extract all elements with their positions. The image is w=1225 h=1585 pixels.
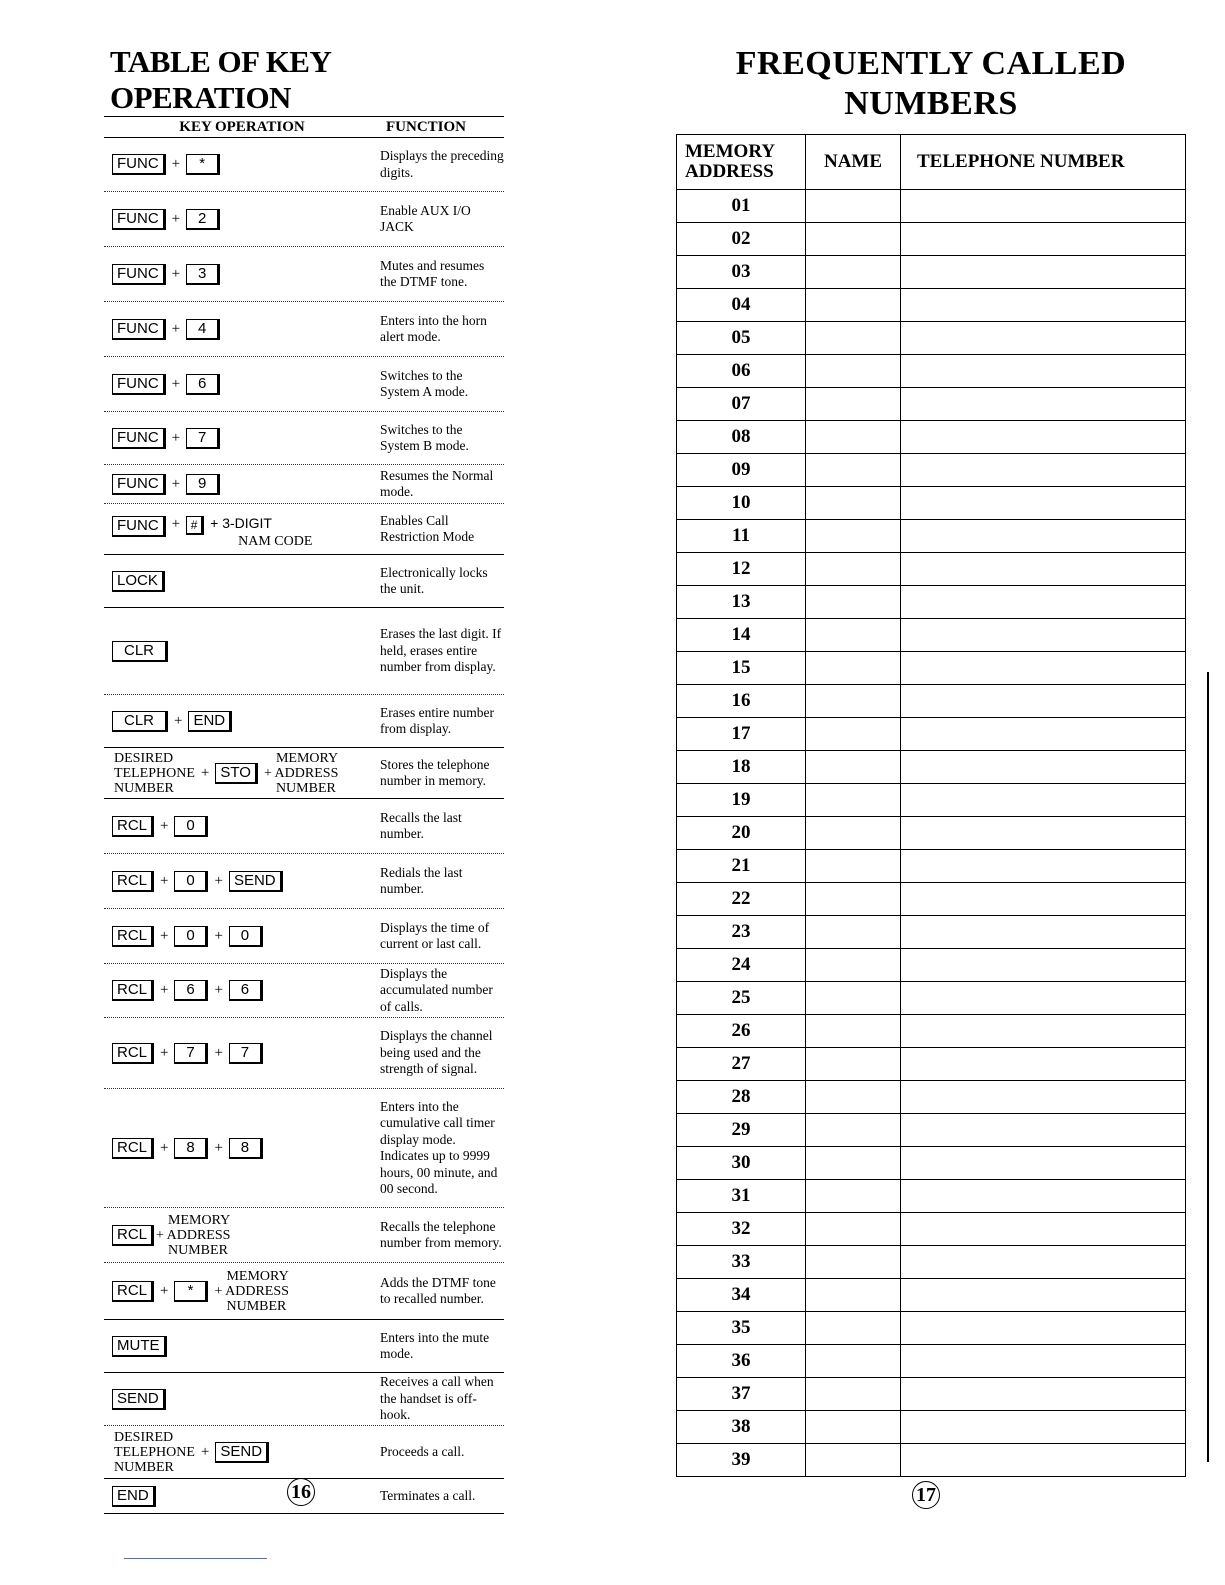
name-cell[interactable] [806, 1015, 901, 1048]
name-cell[interactable] [806, 1081, 901, 1114]
table-row: RCL + 0 Recalls the last number. [104, 799, 504, 854]
name-cell[interactable] [806, 916, 901, 949]
number-label: NUMBER [168, 1242, 228, 1258]
table-row [677, 322, 1186, 355]
function-text: Electronically locks the unit. [380, 564, 488, 596]
rcl-key: RCL [112, 1043, 154, 1064]
table-row: DESIRED TELEPHONE NUMBER + SEND Proceeds a call. [104, 1426, 504, 1479]
func-key: FUNC [112, 474, 166, 495]
memory-address-cell: 37 [677, 1378, 806, 1411]
function-text: Mutes and resumes the DTMF tone. [380, 257, 485, 289]
key-3: 3 [186, 264, 220, 285]
name-cell[interactable] [806, 1411, 901, 1444]
name-cell[interactable] [806, 586, 901, 619]
table-row [677, 1048, 1186, 1081]
lock-key: LOCK [112, 571, 165, 592]
telephone-number-cell[interactable] [901, 619, 1186, 652]
end-key: END [112, 1486, 156, 1507]
col-memory-address: MEMORY ADDRESS [677, 135, 806, 190]
table-row [677, 1444, 1186, 1477]
table-row [104, 608, 504, 695]
telephone-number-cell[interactable] [901, 784, 1186, 817]
memory-address-cell: 02 [677, 223, 806, 256]
table-row [104, 1320, 504, 1373]
table-row: RCL + 8 + 8 Enters into the cumulative call timer display mode. Indicates up to 9999 hours, 00 minute, and 00 second. [104, 1089, 504, 1208]
table-row [677, 949, 1186, 982]
telephone-number-cell[interactable] [901, 1378, 1186, 1411]
key-6: 6 [186, 374, 220, 395]
header-key-operation: KEY OPERATION [179, 119, 305, 135]
table-row: FUNC + 9 Resumes the Normal mode. [104, 465, 504, 504]
key-0: 0 [174, 816, 208, 837]
function-text: Enables Call Restriction Mode [380, 512, 475, 544]
table-row: RCL + * MEMORY + ADDRESS NUMBER Adds the DTMF tone to recalled number. [104, 1263, 504, 1320]
name-cell[interactable] [806, 1312, 901, 1345]
telephone-number-cell[interactable] [901, 916, 1186, 949]
func-key: FUNC [112, 319, 166, 340]
name-cell[interactable] [806, 520, 901, 553]
key-7: 7 [186, 428, 220, 449]
name-cell[interactable] [806, 553, 901, 586]
table-row [677, 388, 1186, 421]
table-row [104, 555, 504, 608]
table-row: FUNC + 6 Switches to the System A mode. [104, 357, 504, 412]
function-text: Erases the last digit. If held, erases entire number from display. [380, 626, 502, 675]
function-text: Displays the accumulated number of calls. [380, 965, 493, 1014]
table-row: CLR + END Erases entire number from display. [104, 695, 504, 748]
table-row [677, 1411, 1186, 1444]
memory-address-cell: 10 [677, 487, 806, 520]
telephone-label: TELEPHONE [114, 765, 195, 781]
name-cell[interactable] [806, 1345, 901, 1378]
memory-address-cell: 34 [677, 1279, 806, 1312]
rcl-key: RCL [112, 1138, 154, 1159]
table-row [677, 586, 1186, 619]
table-row: FUNC + 2 Enable AUX I/O JACK [104, 192, 504, 247]
address-label: + ADDRESS [156, 1227, 231, 1243]
key-7: 7 [174, 1043, 208, 1064]
telephone-number-cell[interactable] [901, 1081, 1186, 1114]
memory-address-cell: 01 [677, 190, 806, 223]
name-cell[interactable] [806, 883, 901, 916]
function-text: Terminates a call. [380, 1487, 476, 1503]
telephone-number-cell[interactable] [901, 652, 1186, 685]
telephone-number-cell[interactable] [901, 388, 1186, 421]
table-row [677, 685, 1186, 718]
desired-label: DESIRED [114, 1429, 174, 1445]
telephone-number-cell[interactable] [901, 1312, 1186, 1345]
table-row [677, 190, 1186, 223]
telephone-number-cell[interactable] [901, 751, 1186, 784]
table-row: RCL + 0 + 0 Displays the time of current or last call. [104, 909, 504, 964]
function-text: Erases entire number from display. [380, 704, 494, 736]
key-0: 0 [174, 926, 208, 947]
telephone-number-cell[interactable] [901, 1147, 1186, 1180]
telephone-number-cell[interactable] [901, 553, 1186, 586]
key-9: 9 [186, 474, 220, 495]
telephone-number-cell[interactable] [901, 421, 1186, 454]
name-cell[interactable] [806, 322, 901, 355]
rcl-key: RCL [112, 871, 154, 892]
memory-address-cell: 26 [677, 1015, 806, 1048]
numbers-table [676, 134, 1186, 1477]
rcl-key: RCL [112, 1225, 154, 1246]
memory-address-cell: 18 [677, 751, 806, 784]
memory-address-cell: 25 [677, 982, 806, 1015]
telephone-number-cell[interactable] [901, 289, 1186, 322]
name-cell[interactable] [806, 1114, 901, 1147]
function-text: Resumes the Normal mode. [380, 467, 494, 499]
table-row: FUNC + 7 Switches to the System B mode. [104, 412, 504, 465]
function-text: Displays the time of current or last call. [380, 919, 490, 951]
address-label: + ADDRESS [263, 765, 339, 781]
name-cell[interactable] [806, 1147, 901, 1180]
table-row [677, 1081, 1186, 1114]
telephone-number-cell[interactable] [901, 520, 1186, 553]
telephone-number-cell[interactable] [901, 949, 1186, 982]
function-text: Enable AUX I/O JACK [380, 202, 471, 234]
telephone-number-cell[interactable] [901, 1015, 1186, 1048]
key-0: 0 [174, 871, 208, 892]
table-row [677, 256, 1186, 289]
telephone-number-cell[interactable] [901, 454, 1186, 487]
func-key: FUNC [112, 516, 166, 537]
memory-address-cell: 36 [677, 1345, 806, 1378]
table-row [677, 1015, 1186, 1048]
memory-address-cell: 12 [677, 553, 806, 586]
telephone-number-cell[interactable] [901, 190, 1186, 223]
col-telephone-number: TELEPHONE NUMBER [901, 135, 1186, 190]
table-row [104, 1208, 504, 1263]
function-text: Enters into the mute mode. [380, 1329, 490, 1361]
table-row [677, 223, 1186, 256]
key-operation-table [104, 44, 504, 1514]
name-cell[interactable] [806, 289, 901, 322]
table-row [677, 751, 1186, 784]
nam-code-label: NAM CODE [238, 533, 313, 549]
function-text: Recalls the last number. [380, 809, 462, 841]
footer-rule [124, 1558, 267, 1559]
function-text: Stores the telephone number in memory. [380, 756, 490, 788]
telephone-number-cell[interactable] [901, 1114, 1186, 1147]
rcl-key: RCL [112, 980, 154, 1001]
numbers-body [677, 190, 1186, 1477]
table-row [677, 1147, 1186, 1180]
table-row [677, 817, 1186, 850]
memory-address-cell: 27 [677, 1048, 806, 1081]
memory-address-cell: 32 [677, 1213, 806, 1246]
page-number-left: 16 [287, 1478, 315, 1506]
rcl-key: RCL [112, 1281, 154, 1302]
function-text: Recalls the telephone number from memory. [380, 1218, 502, 1250]
memory-address-cell: 30 [677, 1147, 806, 1180]
telephone-number-cell[interactable] [901, 718, 1186, 751]
memory-address-cell: 22 [677, 883, 806, 916]
function-text: Switches to the System B mode. [380, 421, 469, 453]
key-8: 8 [229, 1138, 263, 1159]
number-label: NUMBER [226, 1298, 287, 1314]
telephone-number-cell[interactable] [901, 1444, 1186, 1477]
table-row [677, 1114, 1186, 1147]
table-row [677, 619, 1186, 652]
key-8: 8 [174, 1138, 208, 1159]
name-cell[interactable] [806, 718, 901, 751]
table-row [677, 784, 1186, 817]
title-line-1: FREQUENTLY CALLED [735, 45, 1127, 82]
number-label: NUMBER [114, 780, 174, 796]
table-row [677, 1180, 1186, 1213]
memory-address-cell: 21 [677, 850, 806, 883]
name-cell[interactable] [806, 685, 901, 718]
send-key: SEND [112, 1389, 166, 1410]
memory-address-cell: 15 [677, 652, 806, 685]
memory-address-cell: 08 [677, 421, 806, 454]
function-text: Switches to the System A mode. [380, 367, 469, 399]
table-row [677, 487, 1186, 520]
memory-label: MEMORY [275, 750, 339, 766]
name-cell[interactable] [806, 1444, 901, 1477]
table-row [677, 1345, 1186, 1378]
name-cell[interactable] [806, 421, 901, 454]
func-key: FUNC [112, 374, 166, 395]
table-row [677, 520, 1186, 553]
table-header [104, 117, 504, 138]
memory-address-cell: 39 [677, 1444, 806, 1477]
memory-address-cell: 19 [677, 784, 806, 817]
function-text: Enters into the horn alert mode. [380, 312, 487, 344]
function-text: Displays the channel being used and the strength of signal. [380, 1028, 493, 1077]
telephone-number-cell[interactable] [901, 1246, 1186, 1279]
key-2: 2 [186, 209, 220, 230]
memory-address-cell: 16 [677, 685, 806, 718]
name-cell[interactable] [806, 619, 901, 652]
memory-label: MEMORY [226, 1268, 289, 1284]
three-digit-label: + 3-DIGIT [210, 514, 272, 531]
memory-address-cell: 14 [677, 619, 806, 652]
table-row [677, 1279, 1186, 1312]
table-row [677, 454, 1186, 487]
key-4: 4 [186, 319, 220, 340]
telephone-number-cell[interactable] [901, 1345, 1186, 1378]
name-cell[interactable] [806, 751, 901, 784]
page-title-right [676, 44, 1186, 124]
table-row: FUNC + 3 Mutes and resumes the DTMF tone. [104, 247, 504, 302]
memory-address-cell: 20 [677, 817, 806, 850]
memory-address-cell: 13 [677, 586, 806, 619]
col-name: NAME [806, 135, 901, 190]
table-row: RCL + 0 + SEND Redials the last number. [104, 854, 504, 909]
page-edge-line [1207, 672, 1209, 1462]
memory-address-cell: 06 [677, 355, 806, 388]
memory-address-cell: 04 [677, 289, 806, 322]
table-row [677, 1246, 1186, 1279]
function-text: Adds the DTMF tone to recalled number. [380, 1274, 496, 1306]
telephone-number-cell[interactable] [901, 1048, 1186, 1081]
hash-key: # [186, 516, 204, 535]
table-row [677, 718, 1186, 751]
name-cell[interactable] [806, 355, 901, 388]
name-cell[interactable] [806, 1048, 901, 1081]
key-7: 7 [229, 1043, 263, 1064]
func-key: FUNC [112, 154, 166, 175]
key-6: 6 [174, 980, 208, 1001]
telephone-number-cell[interactable] [901, 1411, 1186, 1444]
table-row [677, 1213, 1186, 1246]
star-key: * [186, 154, 220, 175]
telephone-number-cell[interactable] [901, 883, 1186, 916]
sto-key: STO [215, 763, 258, 784]
function-text: Receives a call when the handset is off-hook. [380, 1374, 494, 1423]
telephone-label: TELEPHONE [114, 1444, 195, 1460]
table-row: RCL + 6 + 6 Displays the accumulated number of calls. [104, 964, 504, 1018]
name-cell[interactable] [806, 454, 901, 487]
table-row: FUNC + 4 Enters into the horn alert mode. [104, 302, 504, 357]
page-title: TABLE OF KEY OPERATION [104, 44, 504, 117]
name-cell[interactable] [806, 850, 901, 883]
name-cell[interactable] [806, 1279, 901, 1312]
table-row [677, 1312, 1186, 1345]
telephone-number-cell[interactable] [901, 685, 1186, 718]
name-cell[interactable] [806, 982, 901, 1015]
function-text: Displays the preceding digits. [380, 148, 504, 180]
name-cell[interactable] [806, 223, 901, 256]
func-key: FUNC [112, 428, 166, 449]
name-cell[interactable] [806, 784, 901, 817]
telephone-number-cell[interactable] [901, 1279, 1186, 1312]
mute-key: MUTE [112, 1336, 167, 1357]
table-row [677, 982, 1186, 1015]
telephone-number-cell[interactable] [901, 586, 1186, 619]
table-row [677, 1378, 1186, 1411]
function-text: Redials the last number. [380, 864, 463, 896]
table-row: FUNC + * Displays the preceding digits. [104, 138, 504, 192]
name-cell[interactable] [806, 1180, 901, 1213]
table-row [677, 916, 1186, 949]
memory-address-cell: 03 [677, 256, 806, 289]
table-row [677, 652, 1186, 685]
table-row [677, 850, 1186, 883]
star-key: * [174, 1281, 208, 1302]
function-text: Proceeds a call. [380, 1443, 465, 1459]
table-row: FUNC + # + 3-DIGIT NAM CODE Enables Call Restriction Mode [104, 504, 504, 555]
telephone-number-cell[interactable] [901, 850, 1186, 883]
header-function: FUNCTION [386, 119, 467, 135]
memory-address-cell: 29 [677, 1114, 806, 1147]
memory-address-cell: 28 [677, 1081, 806, 1114]
end-key: END [188, 711, 232, 732]
memory-label: MEMORY [168, 1212, 231, 1228]
name-cell[interactable] [806, 1213, 901, 1246]
desired-label: DESIRED [114, 750, 174, 766]
key-0: 0 [229, 926, 263, 947]
telephone-number-cell[interactable] [901, 223, 1186, 256]
send-key: SEND [215, 1442, 269, 1463]
frequently-called-numbers [676, 44, 1186, 1477]
telephone-number-cell[interactable] [901, 256, 1186, 289]
function-text: Enters into the cumulative call timer display mode. Indicates up to 9999 hours, 00 minute, and 00 second. [380, 1098, 498, 1196]
clr-key: CLR [112, 711, 168, 732]
memory-address-cell: 17 [677, 718, 806, 751]
telephone-number-cell[interactable] [901, 487, 1186, 520]
telephone-number-cell[interactable] [901, 982, 1186, 1015]
table-row [677, 421, 1186, 454]
table-row: RCL + 7 + 7 Displays the channel being used and the strength of signal. [104, 1018, 504, 1089]
page-number-right: 17 [912, 1481, 940, 1509]
table-row [677, 883, 1186, 916]
name-cell[interactable] [806, 1378, 901, 1411]
func-key: FUNC [112, 264, 166, 285]
name-cell[interactable] [806, 817, 901, 850]
key-6: 6 [229, 980, 263, 1001]
memory-address-cell: 05 [677, 322, 806, 355]
name-cell[interactable] [806, 190, 901, 223]
number-label: NUMBER [275, 780, 336, 796]
name-cell[interactable] [806, 388, 901, 421]
clr-key: CLR [112, 641, 168, 662]
send-key: SEND [229, 871, 283, 892]
memory-address-cell: 09 [677, 454, 806, 487]
name-cell[interactable] [806, 256, 901, 289]
memory-address-cell: 24 [677, 949, 806, 982]
memory-address-cell: 38 [677, 1411, 806, 1444]
memory-address-cell: 35 [677, 1312, 806, 1345]
address-label: + ADDRESS [214, 1283, 289, 1299]
rcl-key: RCL [112, 926, 154, 947]
name-cell[interactable] [806, 1246, 901, 1279]
table-row: DESIRED TELEPHONE NUMBER + STO MEMORY + ADDRESS NUMBER Stores the telephone number in memory. [104, 748, 504, 799]
table-row [677, 355, 1186, 388]
number-label: NUMBER [114, 1459, 174, 1475]
telephone-number-cell[interactable] [901, 817, 1186, 850]
memory-address-cell: 07 [677, 388, 806, 421]
rcl-key: RCL [112, 816, 154, 837]
memory-address-cell: 31 [677, 1180, 806, 1213]
telephone-number-cell[interactable] [901, 1213, 1186, 1246]
table-row [104, 1373, 504, 1426]
table-row [677, 289, 1186, 322]
telephone-number-cell[interactable] [901, 1180, 1186, 1213]
memory-address-cell: 23 [677, 916, 806, 949]
func-key: FUNC [112, 209, 166, 230]
name-cell[interactable] [806, 652, 901, 685]
name-cell[interactable] [806, 949, 901, 982]
telephone-number-cell[interactable] [901, 322, 1186, 355]
memory-address-cell: 33 [677, 1246, 806, 1279]
memory-address-cell: 11 [677, 520, 806, 553]
name-cell[interactable] [806, 487, 901, 520]
telephone-number-cell[interactable] [901, 355, 1186, 388]
title-line-2: NUMBERS [844, 85, 1018, 122]
table-row [677, 553, 1186, 586]
